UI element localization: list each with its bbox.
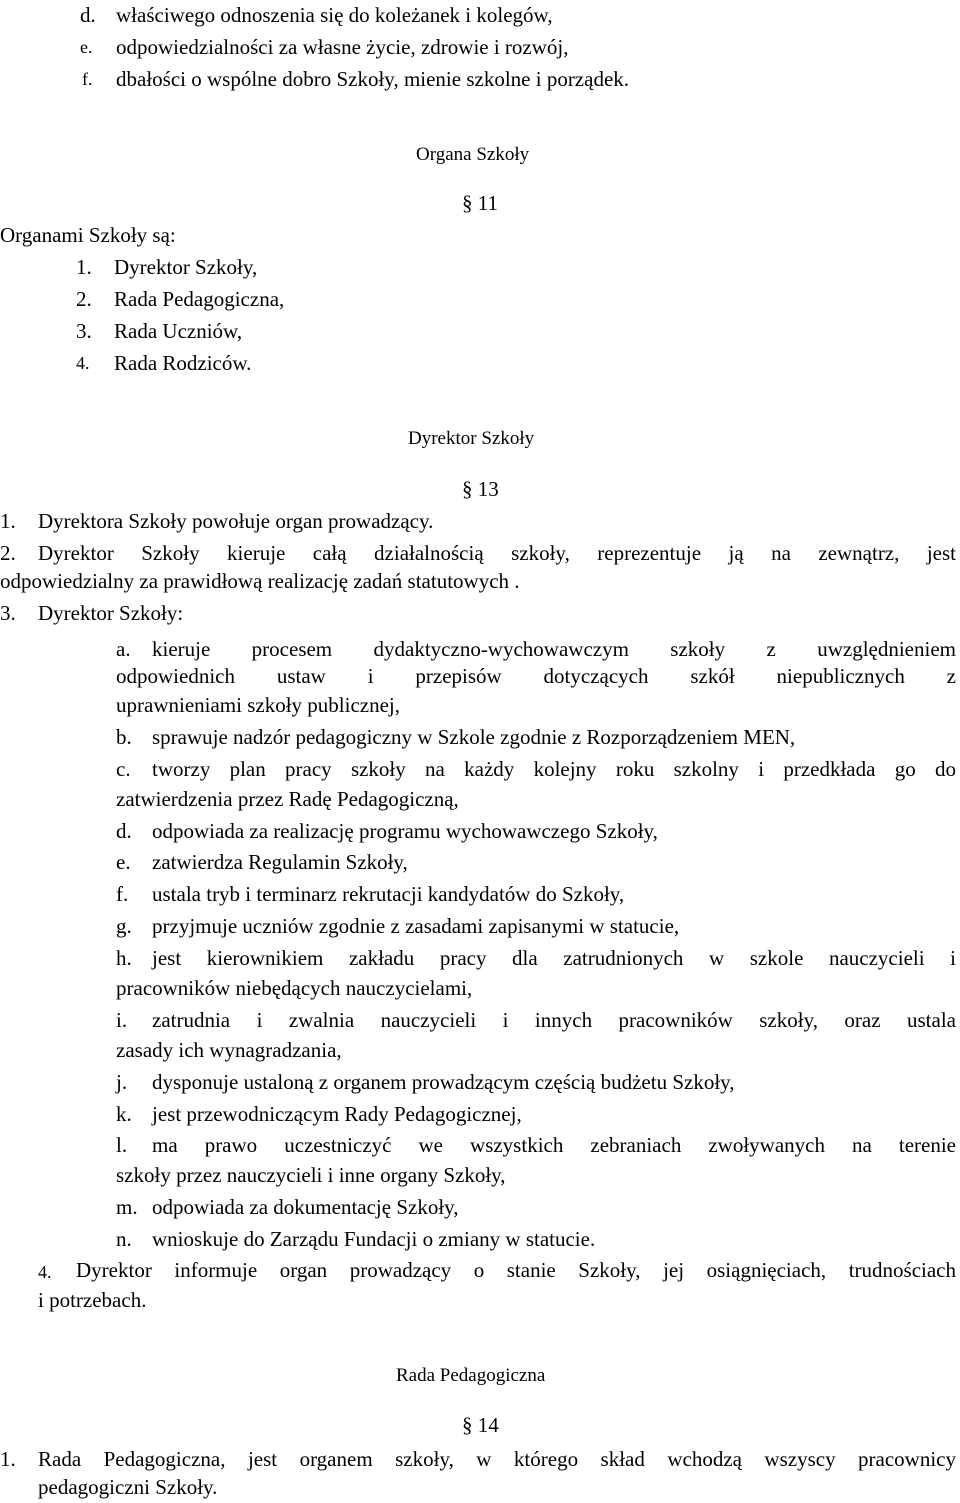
sub-item: ma prawo uczestniczyć we wszystkich zebraniach zwoływanych na terenie (152, 1133, 956, 1157)
section-heading: Organa Szkoły (416, 144, 530, 165)
sub-marker: a. (116, 637, 131, 661)
section-heading: Rada Pedagogiczna (396, 1365, 546, 1386)
sub-marker: b. (116, 725, 132, 749)
list-item: Dyrektor Szkoły, (114, 255, 258, 279)
list-marker: d. (80, 3, 96, 27)
sub-item: sprawuje nadzór pedagogiczny w Szkole zgodnie z Rozporządzeniem MEN, (152, 725, 796, 749)
point-text-cont: i potrzebach. (38, 1288, 147, 1312)
list-marker: e. (80, 37, 93, 57)
point-text-cont: pedagogiczni Szkoły. (38, 1475, 218, 1499)
sub-item-cont: pracowników niebędących nauczycielami, (116, 976, 473, 1000)
point-marker: 1. (0, 509, 16, 533)
paragraph-mark: § 13 (462, 477, 499, 501)
point-text: Dyrektor informuje organ prowadzący o stanie Szkoły, jej osiągnięciach, trudnościach (76, 1258, 956, 1282)
sub-item-cont: odpowiednich ustaw i przepisów dotyczących szkół niepublicznych z (116, 664, 956, 688)
point-text: Dyrektor Szkoły kieruje całą działalnością szkoły, reprezentuje ją na zewnątrz, jest (38, 541, 956, 565)
point-marker: 2. (0, 541, 16, 565)
point-marker: 3. (0, 601, 16, 625)
point-text: Rada Pedagogiczna, jest organem szkoły, w którego skład wchodzą wszyscy pracownicy (38, 1447, 956, 1471)
list-marker: 1. (76, 255, 92, 279)
list-item: Rada Pedagogiczna, (114, 287, 285, 311)
intro-text: Organami Szkoły są: (0, 223, 176, 247)
sub-item: przyjmuje uczniów zgodnie z zasadami zapisanymi w statucie, (152, 914, 680, 938)
sub-marker: g. (116, 914, 132, 938)
sub-marker: m. (116, 1195, 138, 1219)
sub-marker: n. (116, 1227, 132, 1251)
sub-item: zatwierdza Regulamin Szkoły, (152, 850, 408, 874)
sub-item-cont: uprawnieniami szkoły publicznej, (116, 693, 401, 717)
sub-marker: h. (116, 946, 132, 970)
point-marker: 4. (38, 1262, 52, 1282)
sub-item: wnioskuje do Zarządu Fundacji o zmiany w statucie. (152, 1227, 596, 1251)
sub-item: jest przewodniczącym Rady Pedagogicznej, (152, 1102, 522, 1126)
point-text-cont: odpowiedzialny za prawidłową realizację zadań statutowych . (0, 569, 520, 593)
sub-marker: d. (116, 819, 132, 843)
sub-marker: j. (116, 1070, 128, 1094)
point-text: Dyrektora Szkoły powołuje organ prowadzący. (38, 509, 434, 533)
sub-marker: k. (116, 1102, 132, 1126)
sub-marker: f. (116, 882, 129, 906)
sub-item: tworzy plan pracy szkoły na każdy kolejny roku szkolny i przedkłada go do (152, 757, 956, 781)
sub-marker: i. (116, 1008, 128, 1032)
point-marker: 1. (0, 1447, 16, 1471)
list-marker: 3. (76, 319, 92, 343)
sub-marker: c. (116, 757, 131, 781)
list-item: właściwego odnoszenia się do koleżanek i kolegów, (116, 3, 553, 27)
list-item: Rada Rodziców. (114, 351, 252, 375)
list-item: dbałości o wspólne dobro Szkoły, mienie szkolne i porządek. (116, 67, 630, 91)
list-marker: 2. (76, 287, 92, 311)
list-marker: f. (82, 69, 93, 89)
sub-item: dysponuje ustaloną z organem prowadzącym częścią budżetu Szkoły, (152, 1070, 735, 1094)
list-marker: 4. (76, 353, 90, 373)
list-item: odpowiedzialności za własne życie, zdrowie i rozwój, (116, 35, 569, 59)
point-text: Dyrektor Szkoły: (38, 601, 184, 625)
sub-marker: e. (116, 850, 131, 874)
sub-item: odpowiada za realizację programu wychowawczego Szkoły, (152, 819, 658, 843)
sub-item: zatrudnia i zwalnia nauczycieli i innych pracowników szkoły, oraz ustala (152, 1008, 956, 1032)
sub-item-cont: zatwierdzenia przez Radę Pedagogiczną, (116, 787, 459, 811)
section-heading: Dyrektor Szkoły (408, 428, 535, 449)
paragraph-mark: § 14 (462, 1413, 499, 1437)
list-item: Rada Uczniów, (114, 319, 243, 343)
sub-item-cont: zasady ich wynagradzania, (116, 1038, 342, 1062)
sub-marker: l. (116, 1133, 128, 1157)
sub-item-cont: szkoły przez nauczycieli i inne organy Szkoły, (116, 1163, 506, 1187)
sub-item: ustala tryb i terminarz rekrutacji kandydatów do Szkoły, (152, 882, 625, 906)
sub-item: jest kierownikiem zakładu pracy dla zatrudnionych w szkole nauczycieli i (152, 946, 956, 970)
paragraph-mark: § 11 (462, 191, 498, 215)
sub-item: odpowiada za dokumentację Szkoły, (152, 1195, 459, 1219)
sub-item: kieruje procesem dydaktyczno-wychowawczym szkoły z uwzględnieniem (152, 637, 956, 661)
